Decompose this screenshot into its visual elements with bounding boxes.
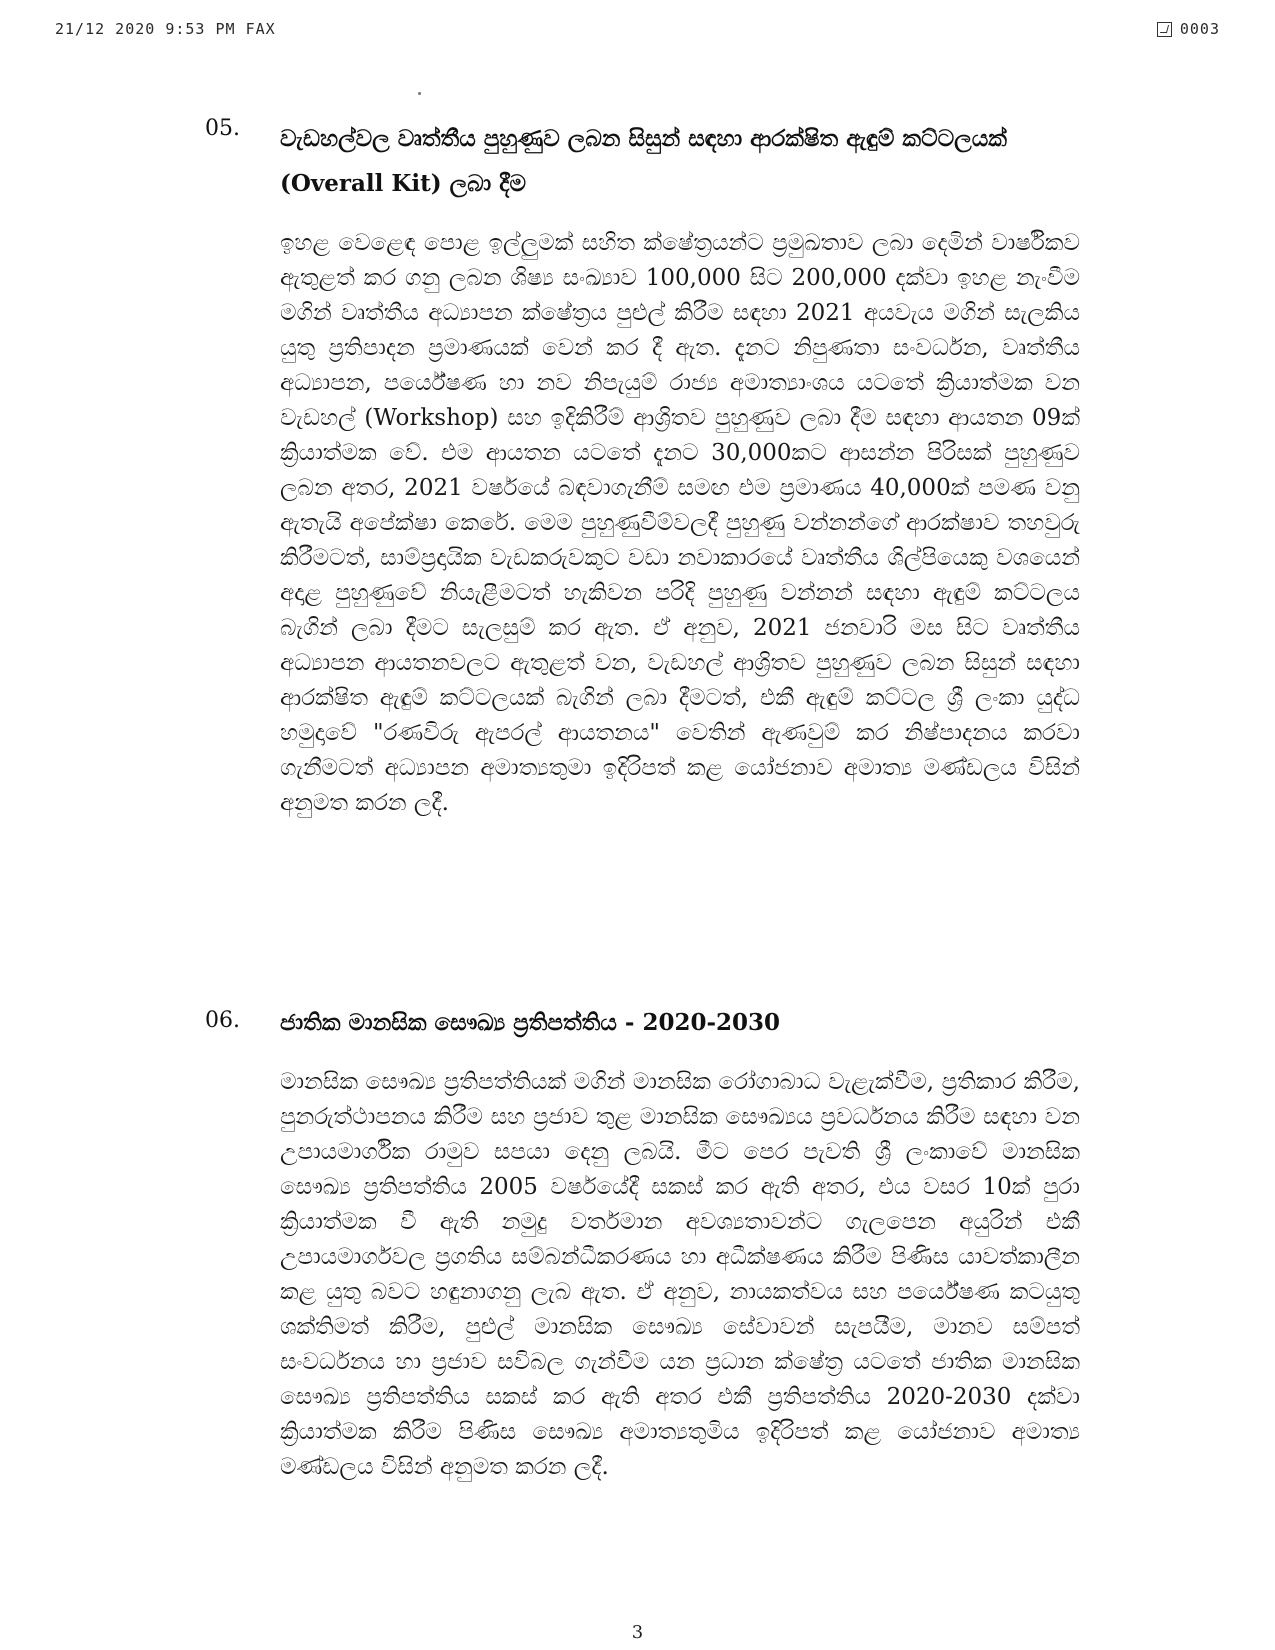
fax-page-code: 0003 bbox=[1179, 20, 1220, 38]
section-body: මානසික සෞඛ්‍ය ප්‍රතිපත්තියක් මගින් මානසික රෝගාබාධ වැළැක්වීම, ප්‍රතිකාර කිරීම, පුනරුත්ථාපනය කිරීම සහ ප්‍රජාව තුළ මානසික සෞඛ්‍යය ප්‍රවර්ධනය කිරීම සඳහා වන උපායමාර්ගික රාමුව සපයා දෙනු ලබයි. මීට පෙර පැවති ශ්‍රී ලංකාවේ මානසික සෞඛ්‍ය ප්‍රතිපත්තිය 2005 වර්ෂයේදී සකස් කර ඇති අතර, එය වසර 10ක් පුරා ක්‍රියාත්මක වී ඇති නමුදු වර්තමාන අවශ්‍යතාවන්ට ගැලපෙන අයුරින් එකී උපායමාර්ගවල ප්‍රගතිය සම්බන්ධීකරණය හා අධීක්ෂණය කිරීම පිණිස යාවත්කාලීන කළ යුතු බවට හඳුනාගනු ලැබ ඇත. ඒ අනුව, නායකත්වය සහ පර්යේෂණ කටයුතු ශක්තිමත් කිරීම, පුළුල් මානසික සෞඛ්‍ය සේවාවන් සැපයීම, මානව සම්පත් සංවර්ධනය හා ප්‍රජාව සවිබල ගැන්වීම යන ප්‍රධාන ක්ෂේත්‍ර යටතේ ජාතික මානසික සෞඛ්‍ය ප්‍රතිපත්තිය සකස් කර ඇති අතර එකී ප්‍රතිපත්තිය 2020-2030 දක්වා ක්‍රියාත්මක කිරීම පිණිස සෞඛ්‍ය අමාත්‍යතුමිය ඉදිරිපත් කළ යෝජනාව අමාත්‍ය මණ්ඩලය විසින් අනුමත කරන ලදී. bbox=[280, 1069, 1080, 1480]
scan-speck bbox=[418, 92, 421, 95]
checkbox-icon bbox=[1157, 22, 1172, 37]
fax-page-code-group bbox=[1157, 20, 1220, 38]
section-05 bbox=[205, 116, 1080, 996]
section-number: 05. bbox=[205, 116, 240, 141]
fax-timestamp: 21/12 2020 9:53 PM FAX bbox=[55, 20, 276, 38]
section-number: 06. bbox=[205, 1008, 240, 1033]
page-number: 3 bbox=[631, 1622, 644, 1643]
section-body: ඉහළ වෙළෙඳ පොළ ඉල්ලුමක් සහිත ක්ෂේත්‍රයන්ට ප්‍රමුඛතාව ලබා දෙමින් වාර්ෂිකව ඇතුළත් කර ගනු ලබන ශිෂ්‍ය සංඛ්‍යාව 100,000 සිට 200,000 දක්වා ඉහළ නැංවීම මගින් වෘත්තීය අධ්‍යාපන ක්ෂේත්‍රය පුළුල් කිරීම සඳහා 2021 අයවැය මගින් සැලකිය යුතු ප්‍රතිපාදන ප්‍රමාණයක් වෙන් කර දී ඇත. දැනට නිපුණතා සංවර්ධන, වෘත්තීය අධ්‍යාපන, පර්යේෂණ හා නව නිපැයුම් රාජ්‍ය අමාත්‍යාංශය යටතේ ක්‍රියාත්මක වන වැඩහල් (Workshop) සහ ඉදිකිරීම් ආශ්‍රිතව පුහුණුව ලබා දීම සඳහා ආයතන 09ක් ක්‍රියාත්මක වේ. එම ආයතන යටතේ දැනට 30,000කට ආසන්න පිරිසක් පුහුණුව ලබන අතර, 2021 වර්ෂයේ බඳවාගැනීම් සමඟ එම ප්‍රමාණය 40,000ක් පමණ වනු ඇතැයි අපේක්ෂා කෙරේ. මෙම පුහුණුවීම්වලදී පුහුණු වන්නන්ගේ ආරක්ෂාව තහවුරු කිරීමටත්, සාම්ප්‍රදායික වැඩකරුවකුට වඩා නවාකාරයේ වෘත්තීය ශිල්පියෙකු වශයෙන් අදාළ පුහුණුවේ නියැළීමටත් හැකිවන පරිදි පුහුණු වන්නන් සඳහා ඇඳුම් කට්ටලය බැගින් ලබා දීමට සැලසුම් කර ඇත. ඒ අනුව, 2021 ජනවාරි මස සිට වෘත්තීය අධ්‍යාපන ආයතනවලට ඇතුළත් වන, වැඩහල් ආශ්‍රිතව පුහුණුව ලබන සිසුන් සඳහා ආරක්ෂිත ඇඳුම් කට්ටලයක් බැගින් ලබා දීමටත්, එකී ඇඳුම් කට්ටල ශ්‍රී ලංකා යුද්ධ හමුදාවේ "රණවිරු ඇපරල් ආයතනය" වෙතින් ඇණවුම් කර නිෂ්පාදනය කරවා ගැනීමටත් අධ්‍යාපන අමාත්‍යතුමා ඉදිරිපත් කළ යෝජනාව අමාත්‍ය මණ්ඩලය විසින් අනුමත කරන ලදී. bbox=[280, 230, 1080, 816]
section-title: වැඩහල්වල වෘත්තීය පුහුණුව ලබන සිසුන් සඳහා ආරක්ෂිත ඇඳුම් කට්ටලයක් (Overall Kit) ලබා දීම bbox=[280, 125, 1007, 197]
section-06 bbox=[205, 1008, 1080, 1568]
fax-header bbox=[55, 20, 1220, 46]
section-title: ජාතික මානසික සෞඛ්‍ය ප්‍රතිපත්තිය - 2020-2030 bbox=[280, 1009, 781, 1036]
